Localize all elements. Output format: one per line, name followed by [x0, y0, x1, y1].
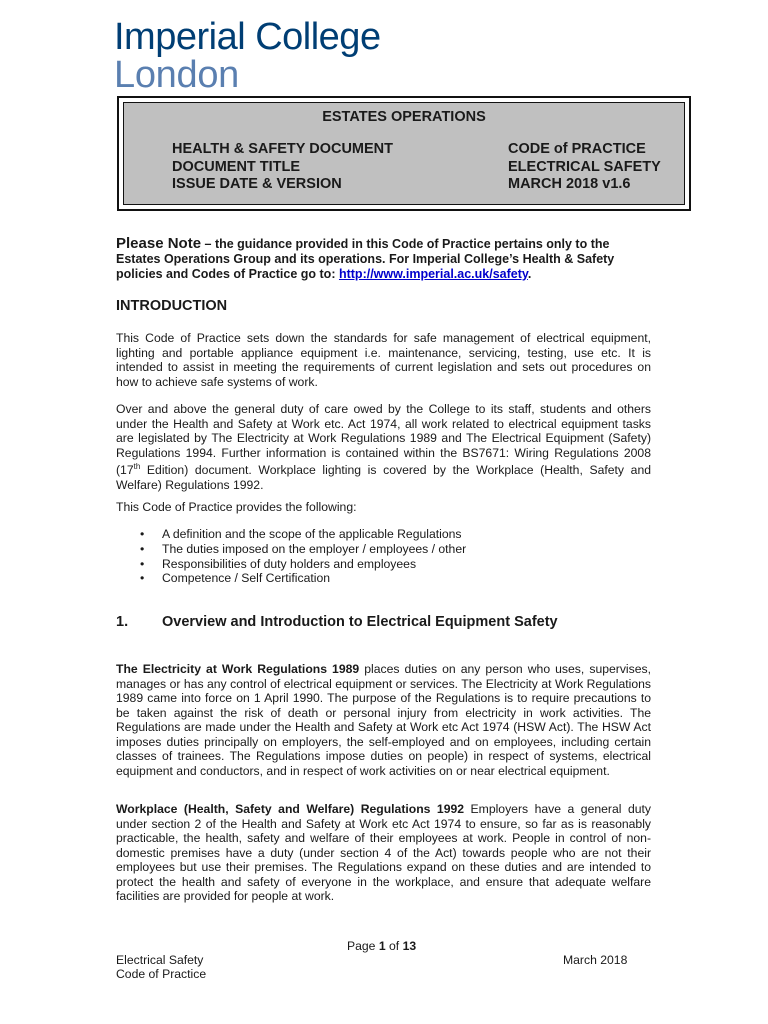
note-lead: Please Note — [116, 235, 202, 252]
list-item — [140, 557, 466, 572]
list-item-text: A definition and the scope of the applicable Regulations — [162, 527, 462, 541]
section1-paragraph-2-text: Employers have a general duty under section 2 of the Health and Safety at Work etc Act 1974 to ensure, so far as is reasonably practicable, the health, safety and welfare of their employees at work. People in control of non-domestic premises have a duty (under section 4 of the Act) towards people who are not their employees but use their premises. The Regulations expand on these duties and are intended to protect the health and safety of everyone in the workplace, and ensure that adequate welfare facilities are provided for people at work. — [116, 802, 651, 903]
intro-paragraph-1: This Code of Practice sets down the standards for safe management of electrical equipment, lighting and portable appliance equipment i.e. maintenance, servicing, testing, use etc. It is intended to assist in meeting the requirements of current legislation and sets out procedures on how to achieve safe systems of work. — [116, 331, 651, 389]
bullet-icon: • — [140, 571, 145, 586]
list-item — [140, 571, 466, 586]
please-note — [116, 236, 656, 282]
of-word: of — [385, 939, 403, 953]
header-row-label: ISSUE DATE & VERSION — [172, 176, 342, 192]
imperial-logo — [114, 18, 381, 94]
superscript-th: th — [133, 462, 141, 471]
intro-paragraph-2 — [116, 402, 651, 492]
page-current: 1 — [378, 939, 386, 953]
scope-list — [140, 527, 466, 586]
footer-left-1: Electrical Safety — [116, 953, 204, 967]
list-item-text: Competence / Self Certification — [162, 571, 330, 586]
document-header-box — [117, 96, 691, 211]
page-total: 13 — [402, 939, 417, 953]
list-item-text: Responsibilities of duty holders and employees — [162, 556, 417, 571]
note-tail: . — [527, 267, 532, 281]
intro-paragraph-2b: Edition) document. Workplace lighting is covered by the Workplace (Health, Safety and Welfare) Regulations 1992. — [116, 463, 651, 492]
intro-paragraph-2a: Over and above the general duty of care owed by the College to its staff, students and others under the Health and Safety at Work etc. Act 1974, all work related to electrical equipment tasks are legislated by The Electricity at Work Regulations 1989 and The Electrical Equipment (Safety) Regulations 1994. Further information is contained within the BS7671: Wiring Regulations 2008 (17 — [116, 402, 651, 478]
list-item — [140, 542, 466, 557]
bullet-icon: • — [140, 527, 145, 541]
list-item — [140, 527, 466, 542]
footer-left-2: Code of Practice — [116, 967, 207, 981]
document-header-inner — [123, 102, 685, 205]
logo-line1: Imperial College — [114, 16, 381, 58]
section1-paragraph-1 — [116, 662, 651, 778]
intro-paragraph-3: This Code of Practice provides the following: — [116, 500, 357, 514]
header-row-value: CODE of PRACTICE — [508, 141, 646, 157]
header-row-value: MARCH 2018 v1.6 — [508, 176, 631, 192]
header-title: ESTATES OPERATIONS — [322, 109, 486, 125]
section-1-heading — [116, 614, 558, 630]
section-number: 1. — [116, 614, 129, 630]
safety-link[interactable]: http://www.imperial.ac.uk/safety — [338, 267, 528, 281]
note-text: – the guidance provided in this Code of Practice pertains only to the Estates Operations Group and its operations. For Imperial College’s Health & Safety policies and Codes of Practice go to: — [116, 237, 615, 281]
section1-paragraph-1-text: places duties on any person who uses, supervises, manages or has any control of electrical equipment or services. The Electricity at Work Regulations 1989 came into force on 1 April 1990. The purpose of the Regulations is to require precautions to be taken against the risk of death or personal injury from electricity in work activities. The Regulations are made under the Health and Safety at Work etc Act 1974 (HSW Act). The HSW Act imposes duties principally on employers, the self-employed and on employees, including certain classes of trainees. The Regulations impose duties on people) in respect of systems, electrical equipment and conductors, and in respect of work activities on or near electrical equipment. — [116, 662, 651, 778]
section1-paragraph-1-bold: The Electricity at Work Regulations 1989 — [116, 662, 360, 676]
page-word: Page — [347, 939, 379, 953]
header-row-label: DOCUMENT TITLE — [172, 159, 301, 175]
section1-paragraph-2 — [116, 802, 651, 904]
logo-line2: London — [114, 54, 240, 96]
bullet-icon: • — [140, 556, 145, 571]
list-item-text: The duties imposed on the employer / employees / other — [162, 541, 467, 556]
header-row-value: ELECTRICAL SAFETY — [508, 159, 661, 175]
footer-right: March 2018 — [563, 953, 628, 967]
introduction-heading: INTRODUCTION — [116, 298, 228, 314]
section-title: Overview and Introduction to Electrical Equipment Safety — [162, 614, 558, 630]
header-row-label: HEALTH & SAFETY DOCUMENT — [172, 141, 393, 157]
section1-paragraph-2-bold: Workplace (Health, Safety and Welfare) Regulations 1992 — [116, 802, 465, 816]
bullet-icon: • — [140, 541, 145, 556]
page-number — [347, 939, 416, 953]
